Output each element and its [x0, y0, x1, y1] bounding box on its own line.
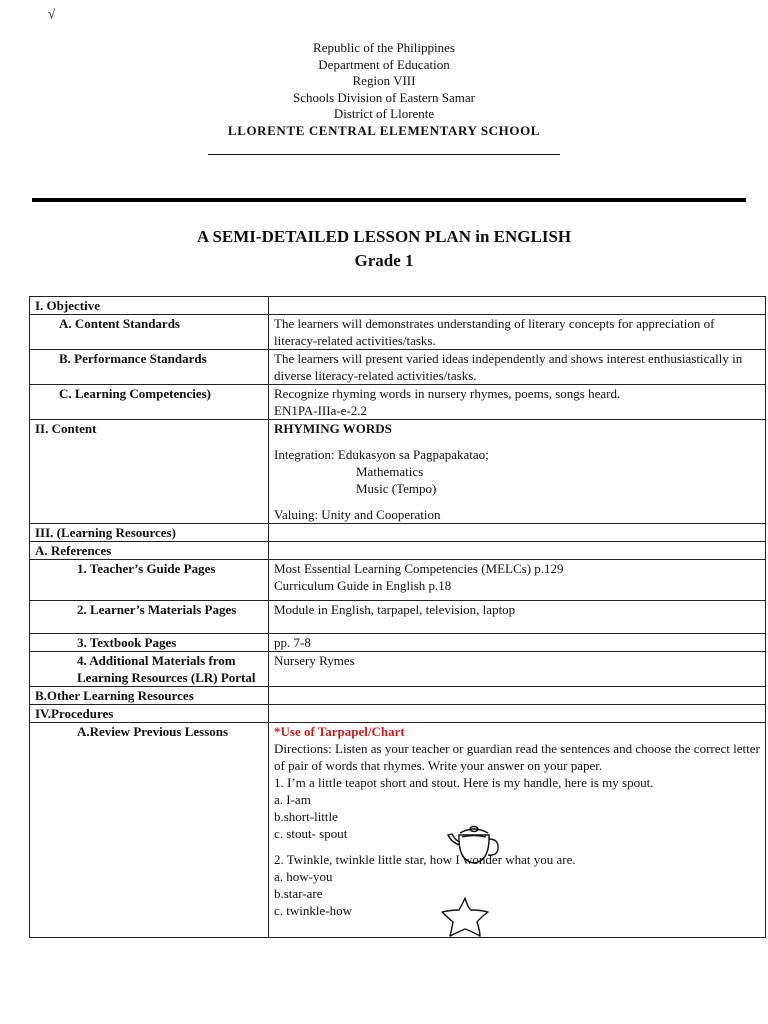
integration-math: Mathematics [356, 464, 424, 479]
q2-option-b: b.star-are [274, 886, 323, 901]
learning-resources-label: III. (Learning Resources) [30, 524, 269, 542]
integration-music: Music (Tempo) [356, 481, 437, 496]
performance-standards-label: B. Performance Standards [59, 351, 207, 366]
table-row [30, 687, 766, 705]
performance-standards-value: The learners will present varied ideas independently and shows interest enthusiastically in diverse literacy-related activities/tasks. [269, 350, 766, 385]
header-line-department: Department of Education [318, 56, 450, 72]
content-standards-value: The learners will demonstrates understanding of literary concepts for appreciation of literacy-related activities/tasks. [269, 315, 766, 350]
use-of-tarpapel: *Use of Tarpapel/Chart [274, 724, 405, 739]
table-row [30, 297, 766, 315]
school-name: LLORENTE CENTRAL ELEMENTARY SCHOOL [227, 122, 541, 138]
procedures-label: IV.Procedures [30, 705, 269, 723]
table-row [30, 350, 766, 385]
content-label: II. Content [30, 420, 269, 524]
content-standards-label: A. Content Standards [59, 316, 180, 331]
additional-materials-value: Nursery Rymes [269, 652, 766, 687]
teachers-guide-label: 1. Teacher’s Guide Pages [77, 561, 216, 576]
title-grade: Grade 1 [354, 251, 414, 270]
check-mark: √ [48, 6, 56, 21]
melc-reference: Most Essential Learning Competencies (MELCs) p.129 [274, 561, 564, 576]
integration-label: Integration: Edukasyon sa Pagpapakatao; [274, 447, 489, 462]
q1-option-b: b.short-little [274, 809, 338, 824]
textbook-label: 3. Textbook Pages [77, 635, 177, 650]
competency-text: Recognize rhyming words in nursery rhymes, poems, songs heard. [274, 386, 621, 401]
review-value [269, 723, 766, 938]
q2-option-a: a. how-you [274, 869, 333, 884]
teapot-icon [444, 823, 504, 867]
textbook-value: pp. 7-8 [269, 634, 766, 652]
content-value [269, 420, 766, 524]
q2-option-c: c. twinkle-how [274, 903, 352, 918]
q1-option-c: c. stout- spout [274, 826, 348, 841]
question-1: 1. I’m a little teapot short and stout. Here is my handle, here is my spout. [274, 775, 654, 790]
star-icon [438, 895, 492, 939]
curriculum-guide-reference: Curriculum Guide in English p.18 [274, 578, 452, 593]
content-topic: RHYMING WORDS [274, 421, 392, 436]
table-row [30, 385, 766, 420]
table-row [30, 420, 766, 524]
table-row [30, 634, 766, 652]
header-line-republic: Republic of the Philippines [313, 40, 455, 55]
learning-competencies-value [269, 385, 766, 420]
objective-value [269, 297, 766, 315]
additional-materials-label: 4. Additional Materials from Learning Resources (LR) Portal [77, 653, 256, 685]
review-directions: Directions: Listen as your teacher or guardian read the sentences and choose the correct letter of pair of words that rhymes. Write your answer on your paper. [274, 741, 760, 773]
q1-option-a: a. I-am [274, 792, 311, 807]
table-row [30, 560, 766, 601]
lesson-plan-table [29, 296, 766, 938]
lesson-plan-title [0, 225, 768, 273]
table-row [30, 315, 766, 350]
table-row [30, 705, 766, 723]
table-row [30, 524, 766, 542]
learners-materials-label: 2. Learner’s Materials Pages [77, 602, 237, 617]
title-main: A SEMI-DETAILED LESSON PLAN in ENGLISH [196, 227, 572, 246]
objective-label: I. Objective [30, 297, 269, 315]
header-underline [208, 154, 560, 155]
learning-competencies-label: C. Learning Competencies) [59, 386, 212, 401]
other-resources-label: B.Other Learning Resources [30, 687, 269, 705]
header-divider [32, 198, 746, 202]
table-row [30, 652, 766, 687]
review-label: A.Review Previous Lessons [77, 724, 229, 739]
document-header [0, 40, 768, 140]
learners-materials-value: Module in English, tarpapel, television, laptop [269, 601, 766, 634]
header-line-region: Region VIII [352, 73, 416, 89]
table-row [30, 542, 766, 560]
table-row [30, 601, 766, 634]
question-2: 2. Twinkle, twinkle little star, how I wonder what you are. [274, 852, 576, 867]
references-label: A. References [30, 542, 269, 560]
competency-code: EN1PA-IIIa-e-2.2 [274, 403, 368, 418]
header-line-division: Schools Division of Eastern Samar [293, 89, 475, 105]
header-line-district: District of Llorente [333, 106, 435, 122]
valuing: Valuing: Unity and Cooperation [274, 507, 441, 522]
table-row [30, 723, 766, 938]
teachers-guide-value [269, 560, 766, 601]
